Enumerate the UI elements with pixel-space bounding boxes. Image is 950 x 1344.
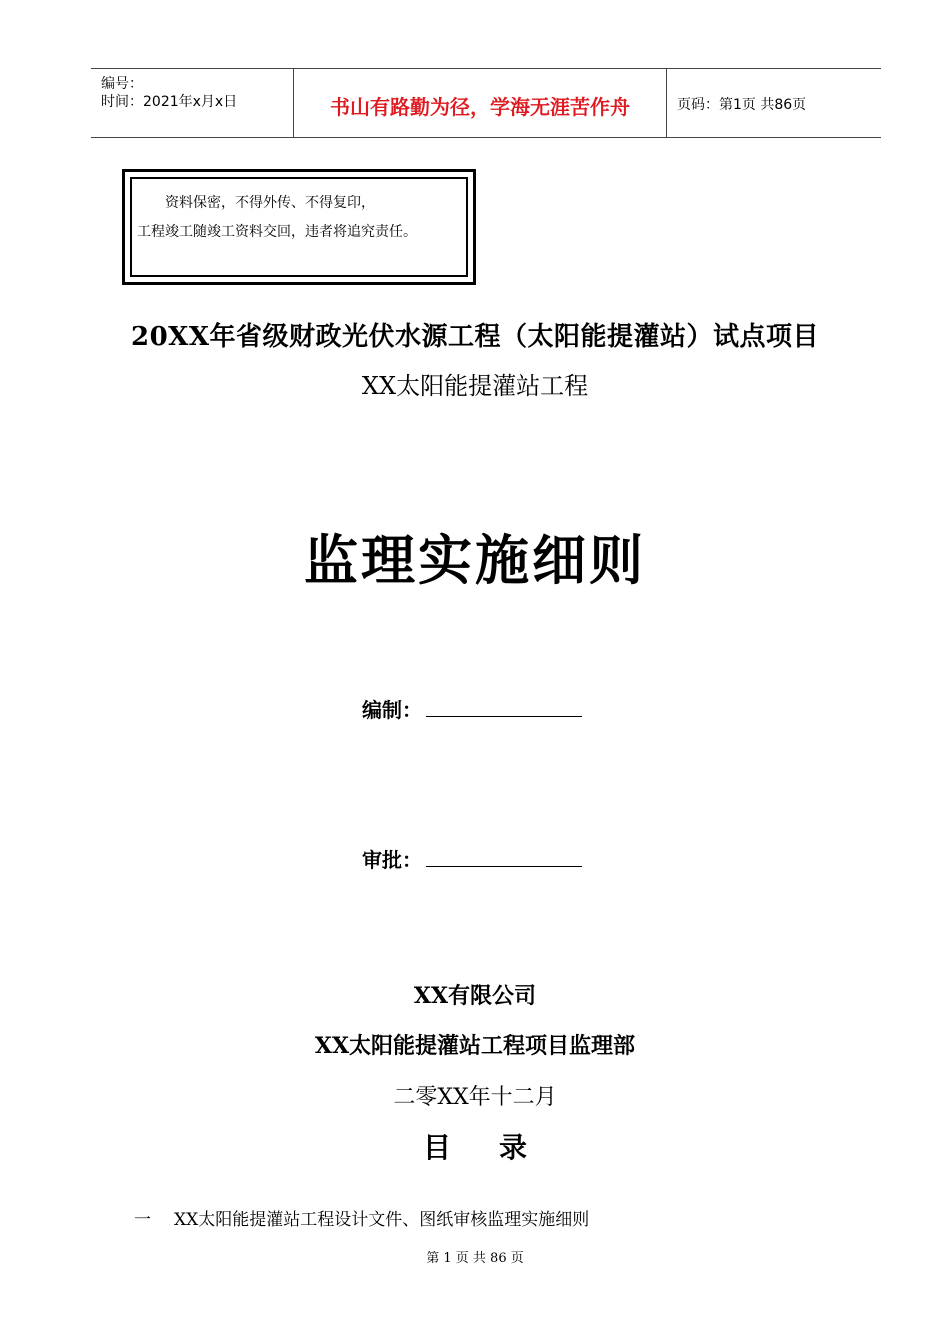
notice-line-1: 资料保密，不得外传、不得复印， [165,195,375,211]
approved-signature-line [426,848,582,867]
project-title: 20XX年省级财政光伏水源工程（太阳能提灌站）试点项目 [130,322,820,352]
confidential-notice-text [137,189,455,247]
compiled-label: 编制： [362,698,422,722]
toc-title: 目录 [422,1131,575,1164]
toc-item-number: 一 [134,1210,151,1230]
compiled-signature-line [426,698,582,717]
confidential-notice-inner [130,177,468,277]
motto-text: 书山有路勤为径，学海无涯苦作舟 [330,95,630,119]
page-number-label: 页码：第1页 共86页 [677,97,807,113]
main-title: 监理实施细则 [304,528,646,592]
notice-line-2: 工程竣工随竣工资料交回，违者将追究责任。 [137,224,417,240]
subproject-title: XX太阳能提灌站工程 [361,372,589,400]
page-footer: 第 1 页 共 86 页 [426,1251,524,1266]
number-label: 编号： [101,76,143,92]
document-date: 二零XX年十二月 [393,1085,557,1110]
document-header [91,68,881,138]
time-label: 时间：2021年x月x日 [101,94,238,110]
department-name: XX太阳能提灌站工程项目监理部 [314,1033,636,1059]
approved-label: 审批： [362,848,422,872]
approved-signature [362,844,582,873]
confidential-notice [122,169,476,285]
company-name: XX有限公司 [413,983,537,1009]
header-motto-cell [293,69,667,137]
header-info-cell [91,69,293,137]
compiled-signature [362,694,582,723]
header-page-cell [667,69,881,137]
toc-item-text: XX太阳能提灌站工程设计文件、图纸审核监理实施细则 [174,1210,590,1230]
toc-item[interactable] [134,1205,589,1230]
